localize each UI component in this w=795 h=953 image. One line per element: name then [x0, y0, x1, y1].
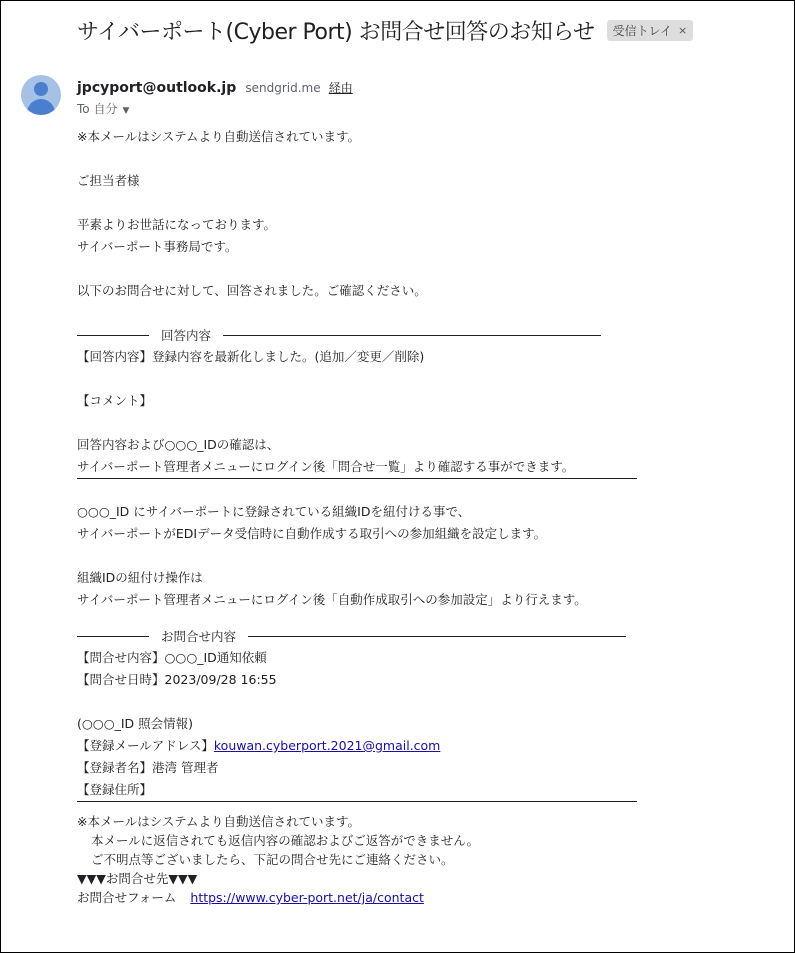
contact-form-label: お問合せフォーム [77, 890, 177, 905]
registered-email-label: 【登録メールアドレス】 [77, 738, 214, 753]
intro-line-1: 平素よりお世話になっております。 [77, 217, 277, 232]
answer-content-text: 【回答内容】登録内容を最新化しました。(追加／変更／削除) [77, 349, 425, 364]
intro-line-2: サイバーポート事務局です。 [77, 239, 238, 254]
paragraph-2-line-2: サイバーポート管理者メニューにログイン後「自動作成取引への参加設定」より行えます。 [77, 592, 587, 607]
paragraph-1-line-2: サイバーポートがEDIデータ受信時に自動作成する取引への参加組織を設定します。 [77, 526, 547, 541]
inquiry-datetime-row [77, 669, 717, 691]
contact-url-link[interactable]: https://www.cyber-port.net/ja/contact [190, 890, 424, 905]
inbox-label-chip[interactable] [607, 20, 694, 41]
remove-label-icon[interactable]: × [677, 24, 688, 37]
sender-via-domain: sendgrid.me [245, 81, 321, 95]
chevron-down-icon[interactable]: ▼ [122, 106, 130, 116]
avatar-body-shape [27, 99, 55, 115]
recipient-details-toggle[interactable] [77, 100, 129, 117]
id-info-header: (○○○_ID 照会情報) [77, 716, 194, 731]
registered-name-text: 【登録者名】港湾 管理者 [77, 760, 219, 775]
comment-line-2: サイバーポート管理者メニューにログイン後「問合せ一覧」より確認する事ができます。 [77, 459, 575, 474]
email-subject: サイバーポート(Cyber Port) お問合せ回答のお知らせ [77, 20, 595, 45]
auto-notice-text: ※本メールはシステムより自動送信されています。 [77, 129, 360, 144]
sender-line [77, 77, 353, 96]
registered-email-link[interactable]: kouwan.cyberport.2021@gmail.com [213, 738, 441, 753]
subject-row [77, 15, 693, 46]
paragraph-2-line-1: 組織IDの紐付け操作は [77, 570, 203, 585]
inquiry-content-text: 【問合せ内容】○○○_ID通知依頼 [77, 650, 267, 665]
registered-address-text: 【登録住所】 [77, 782, 153, 797]
answer-section-divider [77, 324, 717, 346]
inquiry-datetime-label: 【問合せ日時】 [77, 672, 165, 687]
answer-section-title: 回答内容 [161, 328, 212, 343]
paragraph-1-line-1: ○○○_ID にサイバーポートに登録されている組織IDを紐付ける事で、 [77, 504, 471, 519]
email-body [77, 126, 717, 907]
footer-notice-1: ※本メールはシステムより自動送信されています。 [77, 814, 360, 829]
registered-email-row [77, 735, 717, 757]
inquiry-datetime-value: 2023/09/28 16:55 [164, 672, 277, 687]
sender-via-link[interactable]: 経由 [328, 81, 353, 95]
contact-heading: ▼▼▼お問合せ先▼▼▼ [77, 871, 198, 886]
inbox-label-text: 受信トレイ [612, 24, 672, 38]
contact-form-row [77, 888, 717, 907]
comment-label: 【コメント】 [77, 393, 153, 408]
avatar-head-shape [34, 82, 48, 96]
answered-text: 以下のお問合せに対して、回答されました。ご確認ください。 [77, 283, 427, 298]
greeting-text: ご担当者様 [77, 173, 140, 188]
footer-notice-2: 本メールに返信されても返信内容の確認およびご返答ができません。 [91, 833, 480, 848]
recipient-label: To 自分 [77, 102, 118, 116]
comment-line-1: 回答内容および○○○_IDの確認は、 [77, 437, 280, 452]
inquiry-section-divider [77, 625, 717, 647]
sender-email: jpcyport@outlook.jp [77, 80, 237, 96]
sender-avatar [21, 75, 61, 115]
footer-notice-3: ご不明点等ございましたら、下記の問合せ先にご連絡ください。 [91, 852, 454, 867]
inquiry-section-title: お問合せ内容 [161, 629, 237, 644]
